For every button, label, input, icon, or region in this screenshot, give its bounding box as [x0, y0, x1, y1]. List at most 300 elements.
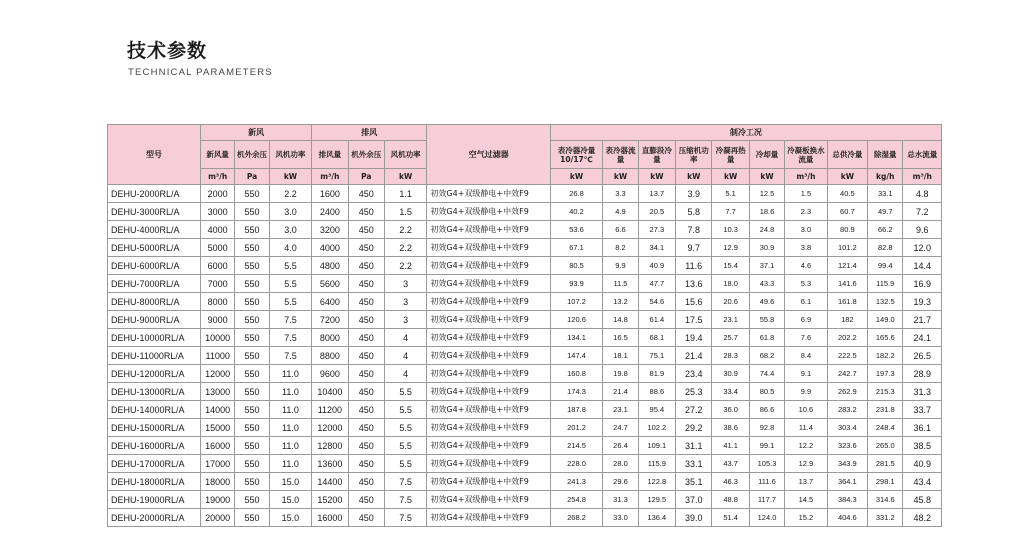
cell-fresh-static: 550	[235, 221, 269, 239]
cell-model: DEHU-10000RL/A	[108, 329, 201, 347]
cell-direct-cooling: 34.1	[638, 239, 675, 257]
col-fresh-flow: 新风量	[200, 141, 234, 169]
cell-exhaust-flow: 11200	[312, 401, 348, 419]
cell-exhaust-power: 7.5	[384, 473, 426, 491]
cell-model: DEHU-7000RL/A	[108, 275, 201, 293]
cell-surface-cooling: 147.4	[550, 347, 603, 365]
cell-model: DEHU-8000RL/A	[108, 293, 201, 311]
cell-direct-cooling: 122.8	[638, 473, 675, 491]
filter-header: 空气过滤器	[427, 125, 550, 185]
cell-exhaust-power: 1.1	[384, 185, 426, 203]
col-direct-cooling: 直膨段冷量	[638, 141, 675, 169]
col-exhaust-flow: 排风量	[312, 141, 348, 169]
cell-cooling-load: 92.8	[749, 419, 784, 437]
cell-total-water: 45.8	[903, 491, 942, 509]
cell-model: DEHU-4000RL/A	[108, 221, 201, 239]
cell-surface-cooling: 254.8	[550, 491, 603, 509]
cell-exhaust-power: 3	[384, 311, 426, 329]
cell-total-water: 48.2	[903, 509, 942, 527]
cell-compressor-power: 21.4	[676, 347, 712, 365]
cell-plate-flow: 8.4	[785, 347, 827, 365]
header-group-row	[108, 125, 942, 141]
cell-exhaust-flow: 6400	[312, 293, 348, 311]
cell-exhaust-static: 450	[348, 491, 384, 509]
cell-compressor-power: 5.8	[676, 203, 712, 221]
cell-exhaust-static: 450	[348, 383, 384, 401]
page-title: 技术参数	[127, 40, 208, 62]
cell-fresh-static: 550	[235, 311, 269, 329]
col-dehumidification: 除湿量	[868, 141, 903, 169]
cell-cooling-load: 30.9	[749, 239, 784, 257]
cell-exhaust-flow: 4000	[312, 239, 348, 257]
table-row	[108, 401, 942, 419]
unit-fresh-flow: m³/h	[200, 169, 234, 185]
cell-surface-cooling: 268.2	[550, 509, 603, 527]
cell-exhaust-flow: 15200	[312, 491, 348, 509]
cell-surface-cooling: 241.3	[550, 473, 603, 491]
cell-condense-heat: 33.4	[712, 383, 749, 401]
cell-fresh-static: 550	[235, 401, 269, 419]
cell-total-water: 24.1	[903, 329, 942, 347]
cell-cooling-load: 111.6	[749, 473, 784, 491]
cell-plate-flow: 2.3	[785, 203, 827, 221]
cell-surface-cooling: 160.8	[550, 365, 603, 383]
cell-surface-cooling: 40.2	[550, 203, 603, 221]
cell-filter: 初效G4+双级静电+中效F9	[427, 239, 550, 257]
cell-condense-heat: 23.1	[712, 311, 749, 329]
cell-surface-cooling: 174.3	[550, 383, 603, 401]
cell-fresh-static: 550	[235, 293, 269, 311]
fresh-air-header: 新风	[200, 125, 311, 141]
cell-compressor-power: 27.2	[676, 401, 712, 419]
cell-fresh-flow: 8000	[200, 293, 234, 311]
cell-exhaust-static: 450	[348, 293, 384, 311]
cell-total-water: 28.9	[903, 365, 942, 383]
cell-surface-flow: 24.7	[603, 419, 638, 437]
cell-surface-cooling: 214.5	[550, 437, 603, 455]
cell-total-cooling: 343.9	[827, 455, 867, 473]
cell-total-cooling: 141.6	[827, 275, 867, 293]
cell-plate-flow: 1.5	[785, 185, 827, 203]
cell-total-cooling: 161.8	[827, 293, 867, 311]
cell-total-cooling: 222.5	[827, 347, 867, 365]
cell-direct-cooling: 47.7	[638, 275, 675, 293]
model-header: 型号	[108, 125, 201, 185]
cell-fresh-power: 7.5	[269, 329, 311, 347]
cell-dehumidification: 66.2	[868, 221, 903, 239]
cell-model: DEHU-17000RL/A	[108, 455, 201, 473]
cell-compressor-power: 3.9	[676, 185, 712, 203]
cell-condense-heat: 5.1	[712, 185, 749, 203]
cell-filter: 初效G4+双级静电+中效F9	[427, 401, 550, 419]
cell-fresh-power: 5.5	[269, 275, 311, 293]
cell-dehumidification: 231.8	[868, 401, 903, 419]
cell-compressor-power: 35.1	[676, 473, 712, 491]
cell-filter: 初效G4+双级静电+中效F9	[427, 365, 550, 383]
cell-plate-flow: 11.4	[785, 419, 827, 437]
cell-fresh-power: 11.0	[269, 401, 311, 419]
cell-fresh-flow: 14000	[200, 401, 234, 419]
cell-surface-flow: 14.8	[603, 311, 638, 329]
cell-dehumidification: 265.0	[868, 437, 903, 455]
cell-cooling-load: 12.5	[749, 185, 784, 203]
cell-exhaust-static: 450	[348, 347, 384, 365]
cell-condense-heat: 7.7	[712, 203, 749, 221]
cell-dehumidification: 115.9	[868, 275, 903, 293]
cell-filter: 初效G4+双级静电+中效F9	[427, 293, 550, 311]
cell-fresh-static: 550	[235, 347, 269, 365]
cell-exhaust-static: 450	[348, 239, 384, 257]
table-row	[108, 311, 942, 329]
table-row	[108, 419, 942, 437]
col-surface-flow: 表冷器流量	[603, 141, 638, 169]
cell-compressor-power: 17.5	[676, 311, 712, 329]
cell-fresh-flow: 5000	[200, 239, 234, 257]
cell-exhaust-power: 3	[384, 293, 426, 311]
cell-model: DEHU-5000RL/A	[108, 239, 201, 257]
col-plate-flow: 冷凝板换水流量	[785, 141, 827, 169]
cell-exhaust-flow: 2400	[312, 203, 348, 221]
cell-compressor-power: 23.4	[676, 365, 712, 383]
cell-exhaust-flow: 4800	[312, 257, 348, 275]
cell-exhaust-static: 450	[348, 203, 384, 221]
cell-exhaust-flow: 9600	[312, 365, 348, 383]
cell-direct-cooling: 40.9	[638, 257, 675, 275]
cell-exhaust-static: 450	[348, 437, 384, 455]
cell-plate-flow: 14.5	[785, 491, 827, 509]
cell-dehumidification: 331.2	[868, 509, 903, 527]
cell-surface-flow: 28.0	[603, 455, 638, 473]
cell-fresh-static: 550	[235, 203, 269, 221]
cell-surface-cooling: 26.8	[550, 185, 603, 203]
cell-plate-flow: 6.1	[785, 293, 827, 311]
cell-filter: 初效G4+双级静电+中效F9	[427, 275, 550, 293]
cell-exhaust-flow: 16000	[312, 509, 348, 527]
cell-exhaust-static: 450	[348, 419, 384, 437]
cell-direct-cooling: 95.4	[638, 401, 675, 419]
cell-model: DEHU-3000RL/A	[108, 203, 201, 221]
cell-compressor-power: 15.6	[676, 293, 712, 311]
cell-fresh-power: 11.0	[269, 419, 311, 437]
cell-exhaust-power: 2.2	[384, 257, 426, 275]
cell-fresh-static: 550	[235, 509, 269, 527]
cell-fresh-power: 7.5	[269, 347, 311, 365]
cell-exhaust-flow: 3200	[312, 221, 348, 239]
cell-fresh-power: 11.0	[269, 455, 311, 473]
cell-exhaust-power: 2.2	[384, 221, 426, 239]
cell-plate-flow: 12.9	[785, 455, 827, 473]
cell-fresh-power: 4.0	[269, 239, 311, 257]
unit-exhaust-flow: m³/h	[312, 169, 348, 185]
cell-cooling-load: 68.2	[749, 347, 784, 365]
unit-condense-heat: kW	[712, 169, 749, 185]
table-body	[108, 185, 942, 527]
unit-exhaust-static: Pa	[348, 169, 384, 185]
cell-condense-heat: 41.1	[712, 437, 749, 455]
cell-exhaust-power: 4	[384, 329, 426, 347]
cell-fresh-flow: 19000	[200, 491, 234, 509]
cell-total-cooling: 202.2	[827, 329, 867, 347]
cell-exhaust-power: 5.5	[384, 419, 426, 437]
col-total-water: 总水流量	[903, 141, 942, 169]
table-row	[108, 329, 942, 347]
table-row	[108, 239, 942, 257]
cell-condense-heat: 20.6	[712, 293, 749, 311]
cell-plate-flow: 15.2	[785, 509, 827, 527]
cell-surface-cooling: 134.1	[550, 329, 603, 347]
cell-fresh-static: 550	[235, 239, 269, 257]
cell-exhaust-static: 450	[348, 455, 384, 473]
cell-direct-cooling: 54.6	[638, 293, 675, 311]
col-exhaust-power: 风机功率	[384, 141, 426, 169]
unit-dehumidification: kg/h	[868, 169, 903, 185]
cell-total-cooling: 60.7	[827, 203, 867, 221]
cell-exhaust-flow: 8800	[312, 347, 348, 365]
cell-compressor-power: 19.4	[676, 329, 712, 347]
cell-total-cooling: 364.1	[827, 473, 867, 491]
cell-exhaust-static: 450	[348, 473, 384, 491]
cell-cooling-load: 49.6	[749, 293, 784, 311]
cell-plate-flow: 9.9	[785, 383, 827, 401]
cell-exhaust-static: 450	[348, 185, 384, 203]
cell-condense-heat: 12.9	[712, 239, 749, 257]
cell-compressor-power: 29.2	[676, 419, 712, 437]
cell-cooling-load: 37.1	[749, 257, 784, 275]
cell-surface-cooling: 67.1	[550, 239, 603, 257]
cell-fresh-power: 11.0	[269, 365, 311, 383]
cell-exhaust-flow: 8000	[312, 329, 348, 347]
unit-fresh-static: Pa	[235, 169, 269, 185]
cell-total-water: 16.9	[903, 275, 942, 293]
cell-filter: 初效G4+双级静电+中效F9	[427, 473, 550, 491]
cell-exhaust-power: 2.2	[384, 239, 426, 257]
cell-exhaust-static: 450	[348, 329, 384, 347]
cell-condense-heat: 28.3	[712, 347, 749, 365]
cell-fresh-static: 550	[235, 275, 269, 293]
cell-compressor-power: 9.7	[676, 239, 712, 257]
cell-fresh-static: 550	[235, 491, 269, 509]
col-compressor-power: 压缩机功率	[676, 141, 712, 169]
cell-exhaust-power: 3	[384, 275, 426, 293]
cell-plate-flow: 6.9	[785, 311, 827, 329]
cell-surface-cooling: 53.6	[550, 221, 603, 239]
cell-model: DEHU-11000RL/A	[108, 347, 201, 365]
cell-model: DEHU-9000RL/A	[108, 311, 201, 329]
cell-fresh-flow: 6000	[200, 257, 234, 275]
cell-model: DEHU-12000RL/A	[108, 365, 201, 383]
cell-surface-flow: 33.0	[603, 509, 638, 527]
cell-model: DEHU-13000RL/A	[108, 383, 201, 401]
cell-total-cooling: 40.5	[827, 185, 867, 203]
cell-filter: 初效G4+双级静电+中效F9	[427, 221, 550, 239]
cell-cooling-load: 43.3	[749, 275, 784, 293]
cell-total-cooling: 384.3	[827, 491, 867, 509]
cell-model: DEHU-15000RL/A	[108, 419, 201, 437]
cell-model: DEHU-6000RL/A	[108, 257, 201, 275]
cell-plate-flow: 3.0	[785, 221, 827, 239]
cell-filter: 初效G4+双级静电+中效F9	[427, 455, 550, 473]
cell-fresh-power: 7.5	[269, 311, 311, 329]
cell-total-water: 40.9	[903, 455, 942, 473]
cell-surface-flow: 13.2	[603, 293, 638, 311]
cell-filter: 初效G4+双级静电+中效F9	[427, 185, 550, 203]
cell-fresh-power: 15.0	[269, 509, 311, 527]
cell-direct-cooling: 75.1	[638, 347, 675, 365]
cell-cooling-load: 74.4	[749, 365, 784, 383]
cell-surface-flow: 18.1	[603, 347, 638, 365]
cell-total-cooling: 303.4	[827, 419, 867, 437]
cell-total-cooling: 80.9	[827, 221, 867, 239]
cell-plate-flow: 13.7	[785, 473, 827, 491]
cell-total-cooling: 242.7	[827, 365, 867, 383]
col-fresh-power: 风机功率	[269, 141, 311, 169]
cell-surface-flow: 4.9	[603, 203, 638, 221]
col-fresh-static: 机外余压	[235, 141, 269, 169]
cell-direct-cooling: 102.2	[638, 419, 675, 437]
cell-exhaust-flow: 1600	[312, 185, 348, 203]
cell-direct-cooling: 129.5	[638, 491, 675, 509]
cell-exhaust-power: 7.5	[384, 491, 426, 509]
cell-exhaust-power: 5.5	[384, 437, 426, 455]
unit-total-cooling: kW	[827, 169, 867, 185]
cell-surface-flow: 23.1	[603, 401, 638, 419]
table-row	[108, 293, 942, 311]
cell-total-water: 36.1	[903, 419, 942, 437]
cell-cooling-load: 86.6	[749, 401, 784, 419]
cell-surface-flow: 16.5	[603, 329, 638, 347]
cell-exhaust-flow: 10400	[312, 383, 348, 401]
cell-condense-heat: 48.8	[712, 491, 749, 509]
col-surface-cooling: 表冷器冷量 10/17℃	[550, 141, 603, 169]
col-total-cooling: 总供冷量	[827, 141, 867, 169]
cell-surface-flow: 29.6	[603, 473, 638, 491]
cell-condense-heat: 46.3	[712, 473, 749, 491]
cooling-condition-header: 制冷工况	[550, 125, 941, 141]
cell-surface-flow: 8.2	[603, 239, 638, 257]
cell-total-cooling: 283.2	[827, 401, 867, 419]
unit-compressor-power: kW	[676, 169, 712, 185]
cell-exhaust-static: 450	[348, 365, 384, 383]
cell-total-water: 33.7	[903, 401, 942, 419]
cell-direct-cooling: 27.3	[638, 221, 675, 239]
cell-model: DEHU-20000RL/A	[108, 509, 201, 527]
cell-fresh-flow: 10000	[200, 329, 234, 347]
cell-dehumidification: 132.5	[868, 293, 903, 311]
cell-direct-cooling: 88.6	[638, 383, 675, 401]
cell-model: DEHU-2000RL/A	[108, 185, 201, 203]
cell-surface-flow: 6.6	[603, 221, 638, 239]
cell-surface-cooling: 107.2	[550, 293, 603, 311]
cell-filter: 初效G4+双级静电+中效F9	[427, 257, 550, 275]
cell-exhaust-static: 450	[348, 257, 384, 275]
technical-parameters-table	[107, 124, 942, 527]
cell-filter: 初效G4+双级静电+中效F9	[427, 347, 550, 365]
cell-plate-flow: 12.2	[785, 437, 827, 455]
cell-exhaust-flow: 5600	[312, 275, 348, 293]
cell-surface-flow: 19.8	[603, 365, 638, 383]
table-row	[108, 437, 942, 455]
cell-total-water: 21.7	[903, 311, 942, 329]
cell-model: DEHU-14000RL/A	[108, 401, 201, 419]
cell-exhaust-power: 7.5	[384, 509, 426, 527]
cell-compressor-power: 33.1	[676, 455, 712, 473]
cell-total-water: 4.8	[903, 185, 942, 203]
cell-filter: 初效G4+双级静电+中效F9	[427, 203, 550, 221]
cell-exhaust-power: 5.5	[384, 401, 426, 419]
table-row	[108, 185, 942, 203]
unit-exhaust-power: kW	[384, 169, 426, 185]
cell-total-water: 19.3	[903, 293, 942, 311]
cell-dehumidification: 314.6	[868, 491, 903, 509]
cell-fresh-power: 11.0	[269, 383, 311, 401]
cell-cooling-load: 117.7	[749, 491, 784, 509]
cell-dehumidification: 49.7	[868, 203, 903, 221]
table-row	[108, 275, 942, 293]
cell-plate-flow: 10.6	[785, 401, 827, 419]
table-row	[108, 383, 942, 401]
cell-total-cooling: 404.6	[827, 509, 867, 527]
cell-model: DEHU-19000RL/A	[108, 491, 201, 509]
cell-dehumidification: 281.5	[868, 455, 903, 473]
cell-fresh-flow: 7000	[200, 275, 234, 293]
cell-compressor-power: 11.6	[676, 257, 712, 275]
unit-surface-flow: kW	[603, 169, 638, 185]
unit-total-water: m³/h	[903, 169, 942, 185]
cell-cooling-load: 18.6	[749, 203, 784, 221]
cell-fresh-flow: 4000	[200, 221, 234, 239]
cell-compressor-power: 13.6	[676, 275, 712, 293]
cell-surface-flow: 11.5	[603, 275, 638, 293]
cell-condense-heat: 43.7	[712, 455, 749, 473]
cell-cooling-load: 55.8	[749, 311, 784, 329]
cell-fresh-power: 3.0	[269, 203, 311, 221]
cell-plate-flow: 5.3	[785, 275, 827, 293]
cell-fresh-flow: 15000	[200, 419, 234, 437]
table-row	[108, 203, 942, 221]
cell-fresh-static: 550	[235, 365, 269, 383]
cell-filter: 初效G4+双级静电+中效F9	[427, 329, 550, 347]
cell-fresh-power: 15.0	[269, 491, 311, 509]
cell-direct-cooling: 20.5	[638, 203, 675, 221]
cell-condense-heat: 25.7	[712, 329, 749, 347]
cell-total-water: 7.2	[903, 203, 942, 221]
cell-fresh-static: 550	[235, 473, 269, 491]
table-row	[108, 455, 942, 473]
cell-total-water: 31.3	[903, 383, 942, 401]
cell-surface-cooling: 228.0	[550, 455, 603, 473]
cell-surface-cooling: 201.2	[550, 419, 603, 437]
cell-surface-cooling: 80.5	[550, 257, 603, 275]
cell-fresh-static: 550	[235, 437, 269, 455]
cell-fresh-flow: 13000	[200, 383, 234, 401]
cell-exhaust-power: 4	[384, 365, 426, 383]
cell-fresh-flow: 11000	[200, 347, 234, 365]
cell-plate-flow: 7.6	[785, 329, 827, 347]
table-row	[108, 365, 942, 383]
cell-cooling-load: 24.8	[749, 221, 784, 239]
cell-exhaust-static: 450	[348, 311, 384, 329]
cell-fresh-static: 550	[235, 329, 269, 347]
cell-plate-flow: 3.8	[785, 239, 827, 257]
cell-fresh-flow: 12000	[200, 365, 234, 383]
table-row	[108, 257, 942, 275]
table-row	[108, 509, 942, 527]
cell-exhaust-static: 450	[348, 509, 384, 527]
cell-condense-heat: 30.9	[712, 365, 749, 383]
cell-dehumidification: 197.3	[868, 365, 903, 383]
cell-condense-heat: 51.4	[712, 509, 749, 527]
cell-condense-heat: 15.4	[712, 257, 749, 275]
